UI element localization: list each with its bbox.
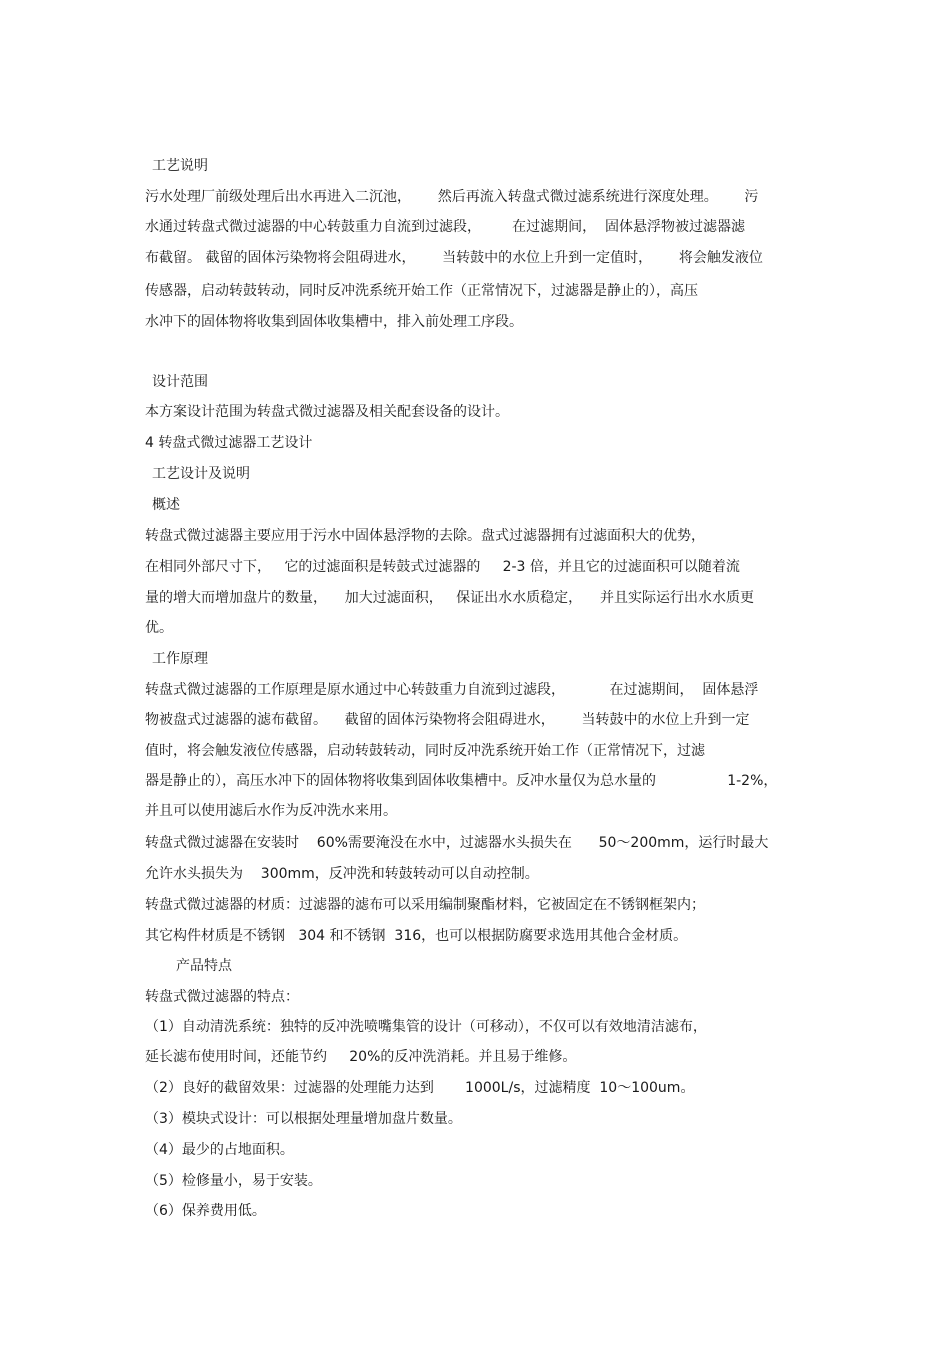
paragraph-line: 在相同外部尺寸下， 它的过滤面积是转鼓式过滤器的 2-3 倍，并且它的过滤面积可以随着流 xyxy=(145,559,740,575)
heading-overview: 概述 xyxy=(152,497,180,513)
heading-process-design: 工艺设计及说明 xyxy=(152,466,250,482)
paragraph-line: 量的增大而增加盘片的数量， 加大过滤面积， 保证出水水质稳定， 并且实际运行出水水质更 xyxy=(145,590,754,606)
heading-product-features: 产品特点 xyxy=(176,958,232,974)
paragraph-line: 本方案设计范围为转盘式微过滤器及相关配套设备的设计。 xyxy=(145,404,509,420)
paragraph-line: 物被盘式过滤器的滤布截留。 截留的固体污染物将会阻碍进水， 当转鼓中的水位上升到一定 xyxy=(145,712,750,728)
heading-design-scope: 设计范围 xyxy=(152,374,208,390)
paragraph-line: 转盘式微过滤器的特点： xyxy=(145,989,299,1005)
list-item: （2）良好的截留效果：过滤器的处理能力达到 1000L/s，过滤精度 10～100um。 xyxy=(145,1080,695,1096)
paragraph-line: 水冲下的固体物将收集到固体收集槽中，排入前处理工序段。 xyxy=(145,314,523,330)
paragraph-line: 值时，将会触发液位传感器，启动转鼓转动，同时反冲洗系统开始工作（正常情况下，过滤 xyxy=(145,743,705,759)
paragraph-line: 转盘式微过滤器在安装时 60%需要淹没在水中，过滤器水头损失在 50～200mm，运行时最大 xyxy=(145,835,769,851)
paragraph-line: 水通过转盘式微过滤器的中心转鼓重力自流到过滤段， 在过滤期间， 固体悬浮物被过滤器滤 xyxy=(145,219,746,235)
list-item: （1）自动清洗系统：独特的反冲洗喷嘴集管的设计（可移动），不仅可以有效地清洁滤布， xyxy=(145,1019,707,1035)
paragraph-line: 布截留。 截留的固体污染物将会阻碍进水， 当转鼓中的水位上升到一定值时， 将会触发液位 xyxy=(145,250,763,266)
list-item: （4）最少的占地面积。 xyxy=(145,1142,294,1158)
paragraph-line: 器是静止的），高压水冲下的固体物将收集到固体收集槽中。反冲水量仅为总水量的 1-2%， xyxy=(145,773,778,789)
paragraph-line: 转盘式微过滤器主要应用于污水中固体悬浮物的去除。盘式过滤器拥有过滤面积大的优势， xyxy=(145,528,705,544)
paragraph-line: 优。 xyxy=(145,620,173,636)
paragraph-line: 允许水头损失为 300mm，反冲洗和转鼓转动可以自动控制。 xyxy=(145,866,539,882)
list-item: （6）保养费用低。 xyxy=(145,1203,266,1219)
paragraph-line: 污水处理厂前级处理后出水再进入二沉池， 然后再流入转盘式微过滤系统进行深度处理。 污 xyxy=(145,189,759,205)
paragraph-line: 延长滤布使用时间，还能节约 20%的反冲洗消耗。并且易于维修。 xyxy=(145,1049,577,1065)
section-title: 4 转盘式微过滤器工艺设计 xyxy=(145,435,313,451)
paragraph-line: 传感器，启动转鼓转动，同时反冲洗系统开始工作（正常情况下，过滤器是静止的），高压 xyxy=(145,283,698,299)
paragraph-line: 转盘式微过滤器的材质：过滤器的滤布可以采用编制聚酯材料，它被固定在不锈钢框架内； xyxy=(145,897,705,913)
list-item: （3）模块式设计：可以根据处理量增加盘片数量。 xyxy=(145,1111,462,1127)
paragraph-line: 并且可以使用滤后水作为反冲洗水来用。 xyxy=(145,803,397,819)
paragraph-line: 转盘式微过滤器的工作原理是原水通过中心转鼓重力自流到过滤段， 在过滤期间， 固体悬浮 xyxy=(145,682,759,698)
heading-working-principle: 工作原理 xyxy=(152,651,208,667)
list-item: （5）检修量小，易于安装。 xyxy=(145,1173,322,1189)
paragraph-line: 其它构件材质是不锈钢 304 和不锈钢 316，也可以根据防腐要求选用其他合金材质。 xyxy=(145,928,688,944)
heading-process-description: 工艺说明 xyxy=(152,158,208,174)
